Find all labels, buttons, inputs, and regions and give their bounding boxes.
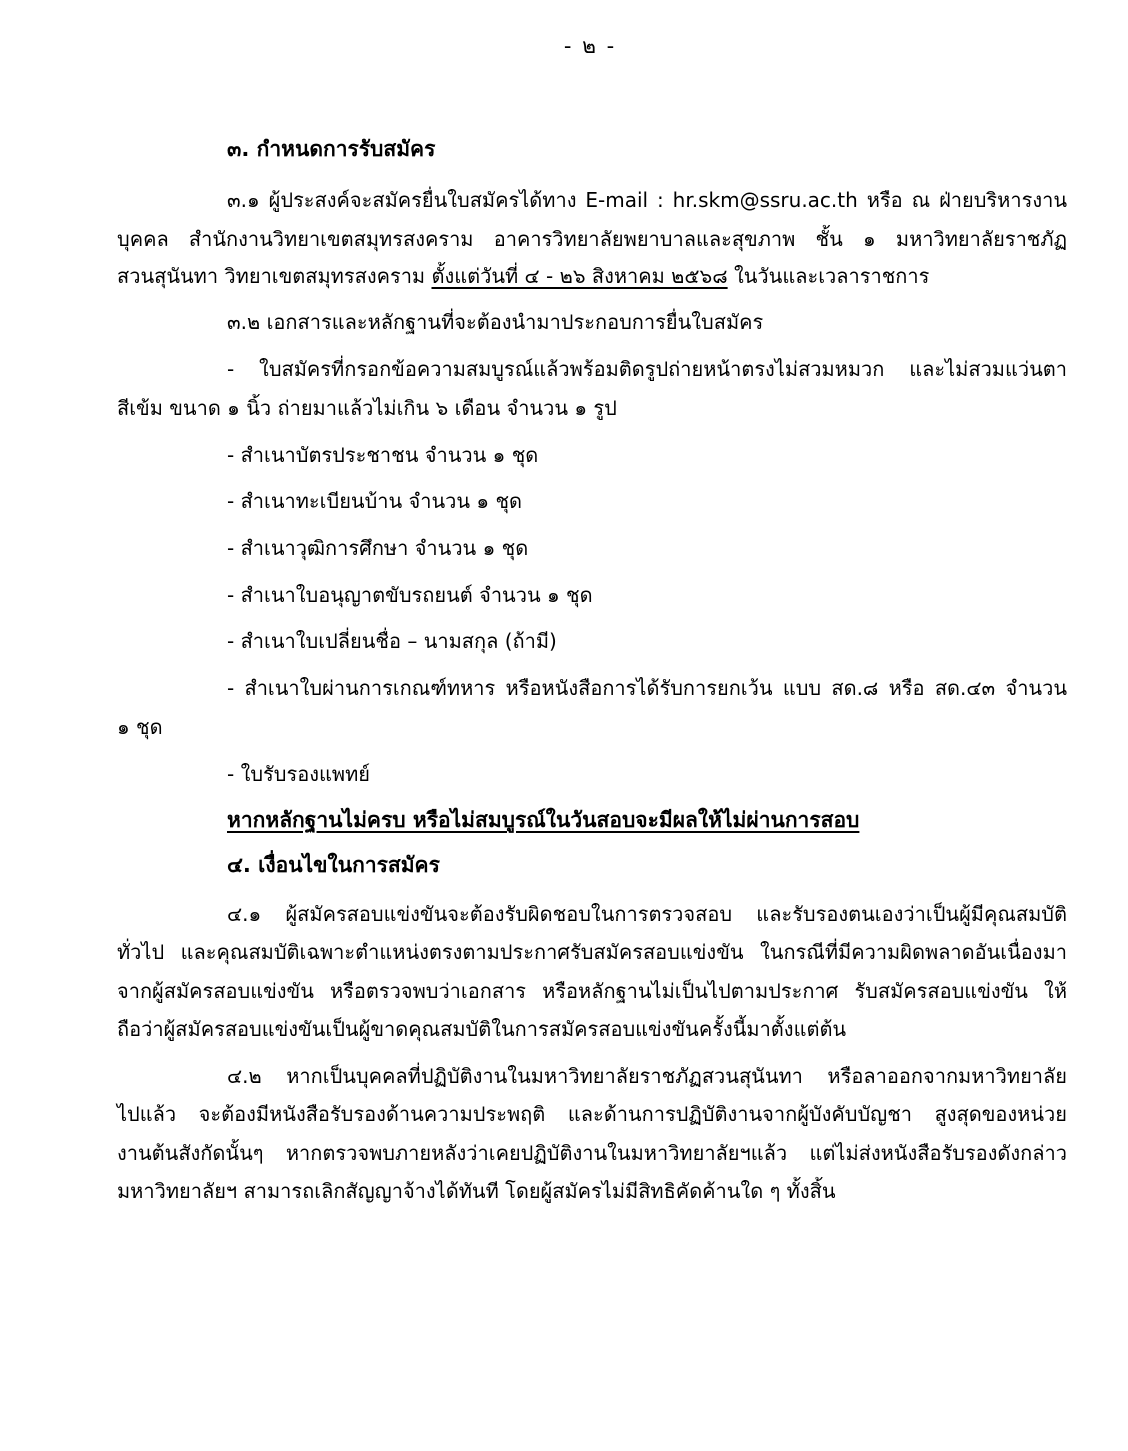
page-number: - ๒ - (563, 34, 617, 58)
doc-name-change: - สำเนาใบเปลี่ยนชื่อ – นามสกุล (ถ้ามี) (227, 629, 557, 653)
incomplete-documents-warning: หากหลักฐานไม่ครบ หรือไม่สมบูรณ์ในวันสอบจะมีผลให้ไม่ผ่านการสอบ (227, 808, 860, 832)
section-4-heading: ๔. เงื่อนไขในการสมัคร (227, 853, 440, 877)
item-4-1-line-2: ทั่วไป และคุณสมบัติเฉพาะตำแหน่งตรงตามประกาศรับสมัครสอบแข่งขัน ในกรณีที่มีความผิดพลาดอันเนื่องมา (117, 940, 1067, 964)
doc-photo-line-2: สีเข้ม ขนาด ๑ นิ้ว ถ่ายมาแล้วไม่เกิน ๖ เดือน จำนวน ๑ รูป (117, 396, 617, 420)
item-4-2-line-3: งานต้นสังกัดนั้นๆ หากตรวจพบภายหลังว่าเคยปฏิบัติงานในมหาวิทยาลัยฯแล้ว แต่ไม่ส่งหนังสือรับรองดังกล่าว (117, 1141, 1067, 1165)
item-3-1-line-3-start: สวนสุนันทา วิทยาเขตสมุทรสงคราม (117, 264, 432, 288)
item-3-1-line-1: ๓.๑ ผู้ประสงค์จะสมัครยื่นใบสมัครได้ทาง E-mail : hr.skm@ssru.ac.th หรือ ณ ฝ่ายบริหารงาน (227, 188, 1067, 212)
doc-house-registration: - สำเนาทะเบียนบ้าน จำนวน ๑ ชุด (227, 489, 523, 513)
item-4-1-line-1: ๔.๑ ผู้สมัครสอบแข่งขันจะต้องรับผิดชอบในการตรวจสอบ และรับรองตนเองว่าเป็นผู้มีคุณสมบัติ (227, 902, 1067, 926)
doc-id-card: - สำเนาบัตรประชาชน จำนวน ๑ ชุด (227, 443, 539, 467)
doc-education: - สำเนาวุฒิการศึกษา จำนวน ๑ ชุด (227, 536, 529, 560)
item-4-1-line-3: จากผู้สมัครสอบแข่งขัน หรือตรวจพบว่าเอกสาร หรือหลักฐานไม่เป็นไปตามประกาศ รับสมัครสอบแข่งขัน ให้ (117, 979, 1067, 1003)
item-4-2-line-1: ๔.๒ หากเป็นบุคคลที่ปฏิบัติงานในมหาวิทยาลัยราชภัฏสวนสุนันทา หรือลาออกจากมหาวิทยาลัย (227, 1064, 1067, 1088)
item-4-2-line-2: ไปแล้ว จะต้องมีหนังสือรับรองด้านความประพฤติ และด้านการปฏิบัติงานจากผู้บังคับบัญชา สูงสุดของหน่วย (117, 1102, 1067, 1126)
doc-medical-certificate: - ใบรับรองแพทย์ (227, 762, 370, 786)
item-3-1-line-3 (117, 261, 1067, 291)
item-3-1-line-2: บุคคล สำนักงานวิทยาเขตสมุทรสงคราม อาคารวิทยาลัยพยาบาลและสุขภาพ ชั้น ๑ มหาวิทยาลัยราชภัฏ (117, 227, 1067, 251)
section-3-heading: ๓. กำหนดการรับสมัคร (227, 137, 436, 161)
item-4-2-line-4: มหาวิทยาลัยฯ สามารถเลิกสัญญาจ้างได้ทันที โดยผู้สมัครไม่มีสิทธิคัดค้านใด ๆ ทั้งสิ้น (117, 1179, 836, 1203)
doc-driving-license: - สำเนาใบอนุญาตขับรถยนต์ จำนวน ๑ ชุด (227, 583, 593, 607)
doc-photo-line-1: - ใบสมัครที่กรอกข้อความสมบูรณ์แล้วพร้อมติดรูปถ่ายหน้าตรงไม่สวมหมวก และไม่สวมแว่นตา (227, 357, 1067, 381)
item-3-1-line-3-end: ในวันและเวลาราชการ (727, 264, 930, 288)
application-period: ตั้งแต่วันที่ ๔ - ๒๖ สิงหาคม ๒๕๖๘ (431, 264, 728, 288)
doc-military-line-2: ๑ ชุด (117, 715, 163, 739)
item-3-2-title: ๓.๒ เอกสารและหลักฐานที่จะต้องนำมาประกอบการยื่นใบสมัคร (227, 310, 764, 334)
item-4-1-line-4: ถือว่าผู้สมัครสอบแข่งขันเป็นผู้ขาดคุณสมบัติในการสมัครสอบแข่งขันครั้งนี้มาตั้งแต่ต้น (117, 1017, 847, 1041)
doc-military-line-1: - สำเนาใบผ่านการเกณฑ์ทหาร หรือหนังสือการได้รับการยกเว้น แบบ สด.๘ หรือ สด.๔๓ จำนวน (227, 676, 1068, 700)
